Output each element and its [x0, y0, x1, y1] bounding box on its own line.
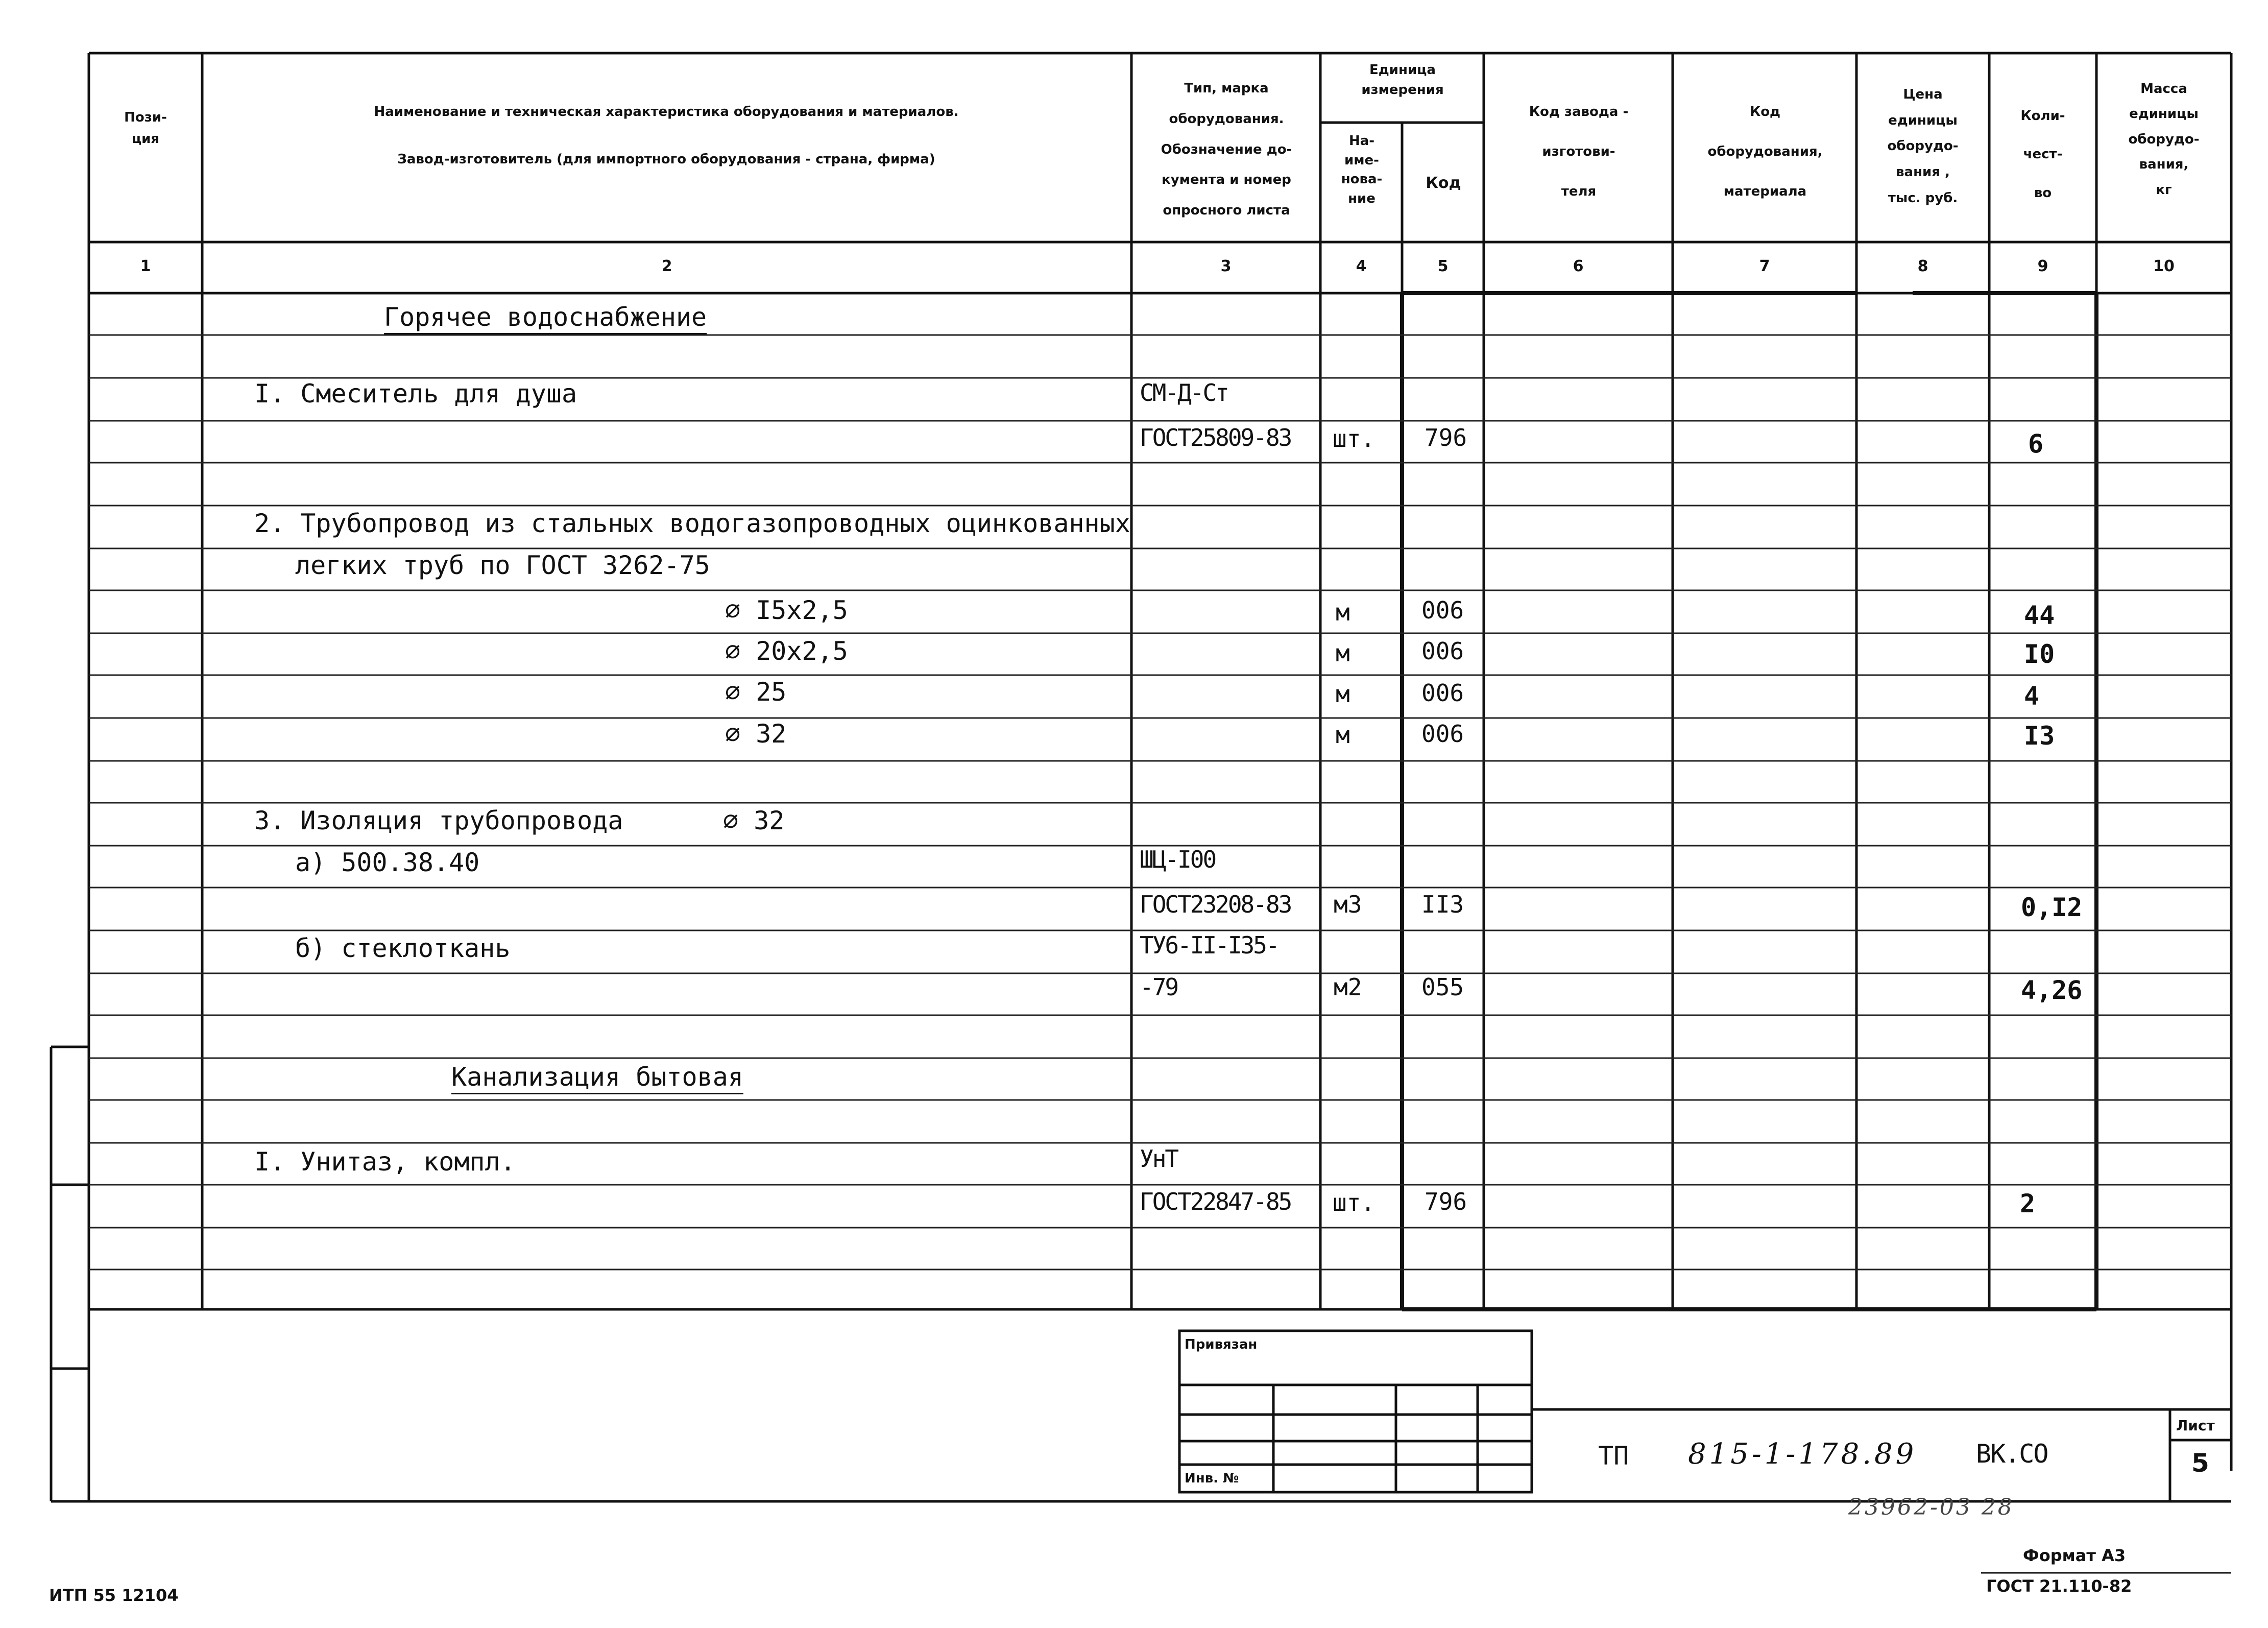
title-block-doc-code: ВК.СО [1976, 1439, 2048, 1469]
header-name-line2: Завод-изготовитель (для импортного оборудования - страна, фирма) [397, 152, 935, 167]
col-number-6: 6 [1573, 257, 1584, 275]
item-insulation-a-gost: ГОСТ23208-83 [1140, 891, 1291, 918]
header-unit: Единица измерения [1361, 62, 1444, 98]
item-insulation-a-qty: 0,I2 [2021, 893, 2083, 922]
item-toilet-code: 796 [1425, 1188, 1467, 1215]
item-insulation-a-unit: м3 [1334, 891, 1362, 918]
item-insulation-b-code: 055 [1421, 973, 1464, 1001]
pipe-20-unit: м [1336, 639, 1350, 667]
title-block-project-no: 815-1-178.89 [1688, 1438, 1917, 1471]
col-number-3: 3 [1220, 257, 1232, 275]
item-shower-mixer: I. Смеситель для душа [254, 379, 577, 409]
item-shower-mixer-qty: 6 [2028, 429, 2044, 459]
header-material-code: Код оборудования, материала [1707, 104, 1823, 199]
pipe-25-code: 006 [1421, 679, 1464, 707]
header-name-line1: Наименование и техническая характеристика оборудования и материалов. [374, 104, 959, 119]
item-insulation-b-type2: -79 [1140, 973, 1178, 1001]
pipe-32-unit: м [1336, 721, 1350, 749]
handwritten-note: 23962-03 28 [1848, 1494, 2014, 1520]
item-pipeline-line1: 2. Трубопровод из стальных водогазопроводных оцинкованных [254, 509, 1130, 538]
header-type: Тип, марка оборудования. Обозначение до- кумента и номер опросного листа [1161, 81, 1292, 219]
pipe-25-unit: м [1336, 680, 1350, 708]
pipe-20-code: 006 [1421, 637, 1464, 665]
pipe-32-code: 006 [1421, 720, 1464, 748]
header-mass: Масса единицы оборудо- вания, кг [2128, 81, 2200, 198]
pipe-dim-15: ⌀ I5x2,5 [725, 595, 848, 625]
footer-itp: ИТП 55 12104 [49, 1586, 179, 1605]
item-insulation-a-type: ШЦ-I00 [1140, 846, 1216, 873]
pipe-15-code: 006 [1421, 596, 1464, 624]
pipe-15-qty: 44 [2024, 601, 2055, 630]
item-insulation: 3. Изоляция трубопровода [254, 806, 623, 835]
pipe-dim-25: ⌀ 25 [725, 677, 787, 707]
header-quantity: Коли- чест- во [2020, 108, 2065, 201]
item-insulation-a-code: II3 [1421, 891, 1464, 918]
footer-gost: ГОСТ 21.110-82 [1986, 1576, 2132, 1596]
item-insulation-dim: ⌀ 32 [723, 806, 785, 835]
item-toilet-type: УнТ [1140, 1145, 1178, 1172]
title-block-tp: ТП [1598, 1441, 1629, 1471]
item-toilet-gost: ГОСТ22847-85 [1140, 1188, 1291, 1215]
pipe-32-qty: I3 [2024, 721, 2055, 751]
section-sewage: Канализация бытовая [451, 1062, 743, 1092]
header-unit-code: Код [1426, 174, 1461, 192]
item-insulation-b-type1: ТУ6-II-I35- [1140, 931, 1278, 959]
pipe-15-unit: м [1336, 598, 1350, 626]
pipe-dim-20: ⌀ 20x2,5 [725, 636, 848, 666]
item-toilet-qty: 2 [2020, 1189, 2036, 1218]
header-plant-code: Код завода - изготови- теля [1529, 104, 1629, 199]
header-price: Цена единицы оборудо- вания , тыс. руб. [1887, 87, 1959, 206]
item-insulation-b-qty: 4,26 [2021, 975, 2083, 1005]
header-position: Пози- ция [124, 110, 167, 147]
item-insulation-b: б) стеклоткань [295, 933, 511, 963]
title-block-list-label: Лист [2176, 1417, 2215, 1434]
col-number-9: 9 [2037, 257, 2048, 275]
title-block-list-no: 5 [2191, 1448, 2209, 1478]
col-number-5: 5 [1437, 257, 1449, 275]
col-number-4: 4 [1356, 257, 1367, 275]
col-number-8: 8 [1917, 257, 1928, 275]
col-number-7: 7 [1759, 257, 1770, 275]
item-toilet: I. Унитаз, компл. [254, 1147, 516, 1177]
footer-format: Формат А3 [2023, 1546, 2126, 1565]
title-block-inv-no: Инв. № [1185, 1471, 1239, 1486]
item-toilet-unit: шт. [1333, 1189, 1376, 1216]
title-block-privyazan: Привязан [1185, 1337, 1258, 1352]
section-hot-water: Горячее водоснабжение [384, 302, 707, 332]
col-number-1: 1 [140, 257, 151, 275]
col-number-10: 10 [2153, 257, 2175, 275]
pipe-20-qty: I0 [2024, 639, 2055, 669]
header-unit-name: На- име- нова- ние [1341, 133, 1383, 207]
pipe-25-qty: 4 [2024, 681, 2040, 711]
item-pipeline-line2: легких труб по ГОСТ 3262-75 [295, 550, 710, 580]
item-insulation-a: а) 500.38.40 [295, 848, 480, 877]
item-shower-mixer-code: 796 [1425, 424, 1467, 451]
item-insulation-b-unit: м2 [1334, 973, 1362, 1001]
item-shower-mixer-type: СМ-Д-Ст [1140, 379, 1228, 406]
pipe-dim-32: ⌀ 32 [725, 719, 787, 749]
item-shower-mixer-gost: ГОСТ25809-83 [1140, 424, 1291, 451]
col-number-2: 2 [661, 257, 672, 275]
item-shower-mixer-unit: шт. [1333, 425, 1376, 452]
